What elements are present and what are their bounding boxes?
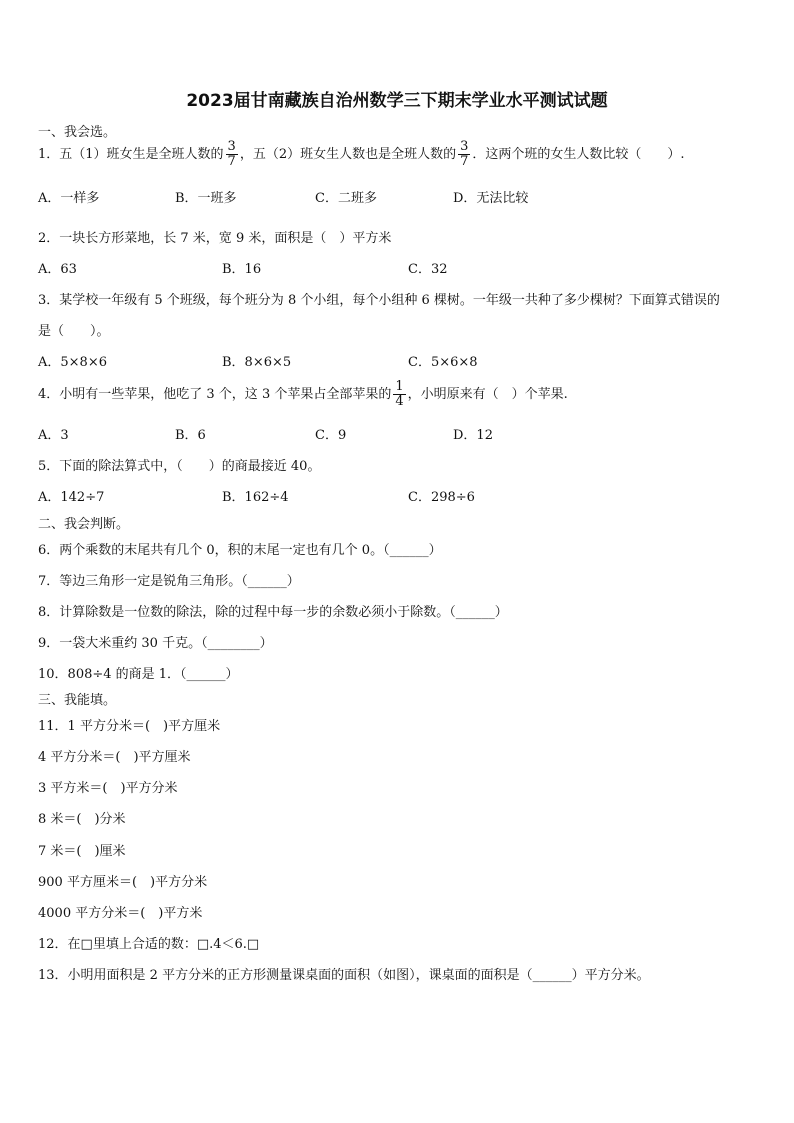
fraction-1-4: $\frac{1}{4}$ [395, 379, 404, 409]
question-5: 5．下面的除法算式中，（ ）的商最接近 40。 [38, 459, 321, 474]
question-11: 11．1 平方分米＝( )平方厘米 [38, 719, 221, 734]
page-title: 2023届甘南藏族自治州数学三下期末学业水平测试试题 [186, 91, 608, 111]
option[interactable]: A．142÷7 [38, 490, 105, 505]
question-1-middle: ，五（2）班女生人数也是全班人数的 [239, 147, 457, 162]
option[interactable]: B．162÷4 [222, 490, 289, 505]
question-1-suffix: ．这两个班的女生人数比较（ ）. [472, 147, 685, 162]
question-3-line-1: 3．某学校一年级有 5 个班级，每个班分为 8 个小组，每个小组种 6 棵树。一年级一共种了多少棵树？下面算式错误的 [38, 293, 720, 308]
question-7: 7．等边三角形一定是锐角三角形。（______） [38, 574, 300, 589]
option[interactable]: B．8×6×5 [222, 355, 292, 370]
option[interactable]: C．32 [408, 262, 448, 277]
option[interactable]: B．16 [222, 262, 262, 277]
option[interactable]: A．63 [38, 262, 77, 277]
question-1-prefix: 1．五（1）班女生是全班人数的 [38, 147, 224, 162]
question-12: 12．在□里填上合适的数：□.4＜6.□ [38, 937, 260, 952]
fraction-3-7-b: $\frac{3}{7}$ [460, 139, 469, 169]
option[interactable]: D．12 [453, 428, 493, 443]
option[interactable]: A．3 [38, 428, 69, 443]
question-9: 9．一袋大米重约 30 千克。（________） [38, 636, 273, 651]
fill-item: 3 平方米＝( )平方分米 [38, 781, 178, 796]
fill-item: 900 平方厘米＝( )平方分米 [38, 875, 208, 890]
option[interactable]: B．6 [175, 428, 206, 443]
option[interactable]: D．无法比较 [453, 191, 529, 206]
question-2: 2．一块长方形菜地，长 7 米，宽 9 米，面积是（ ）平方米 [38, 231, 392, 246]
question-4-prefix: 4．小明有一些苹果，他吃了 3 个，这 3 个苹果占全部苹果的 [38, 387, 392, 402]
question-13: 13．小明用面积是 2 平方分米的正方形测量课桌面的面积（如图），课桌面的面积是（______）平方分米。 [38, 968, 650, 983]
fill-item: 4000 平方分米＝( )平方米 [38, 906, 203, 921]
fraction-3-7-a: $\frac{3}{7}$ [227, 139, 236, 169]
fill-item: 4 平方分米＝( )平方厘米 [38, 750, 191, 765]
option[interactable]: C．5×6×8 [408, 355, 478, 370]
question-8: 8．计算除数是一位数的除法，除的过程中每一步的余数必须小于除数。（______） [38, 605, 508, 620]
option[interactable]: B．一班多 [175, 191, 237, 206]
question-1 [38, 140, 685, 169]
option[interactable]: C．298÷6 [408, 490, 475, 505]
question-6: 6．两个乘数的末尾共有几个 0，积的末尾一定也有几个 0。（______） [38, 543, 442, 558]
question-4 [38, 380, 568, 409]
question-10: 10．808÷4 的商是 1．（______） [38, 667, 239, 682]
fill-item: 7 米＝( )厘米 [38, 844, 126, 859]
section-heading-choice: 一、我会选。 [38, 125, 117, 140]
section-heading-fill: 三、我能填。 [38, 693, 117, 708]
option[interactable]: C．9 [315, 428, 347, 443]
option[interactable]: A．5×8×6 [38, 355, 107, 370]
option[interactable]: C．二班多 [315, 191, 377, 206]
question-3-line-2: 是（ ）。 [38, 324, 110, 339]
option[interactable]: A．一样多 [38, 191, 100, 206]
fill-item: 8 米＝( )分米 [38, 812, 126, 827]
section-heading-judge: 二、我会判断。 [38, 517, 130, 532]
question-4-suffix: ，小明原来有（ ）个苹果. [407, 387, 568, 402]
